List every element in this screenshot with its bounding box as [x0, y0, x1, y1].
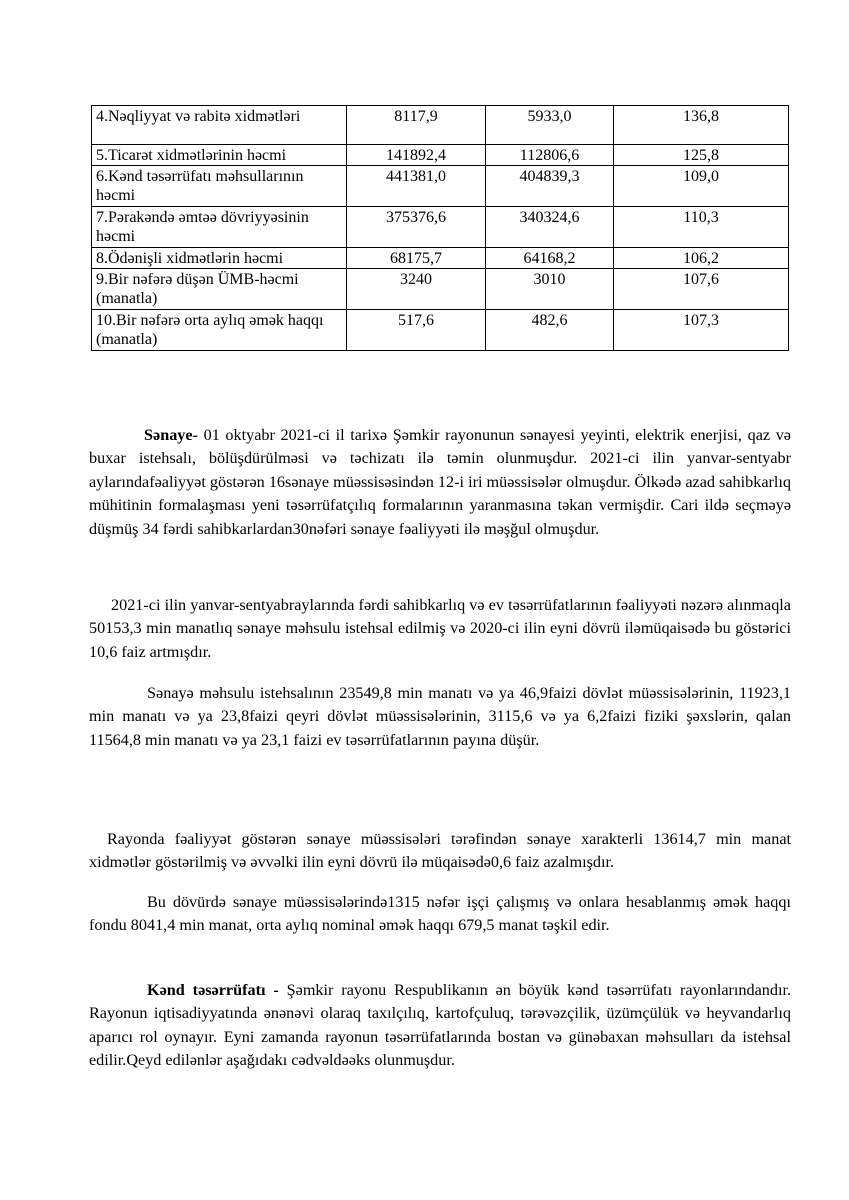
table-row — [92, 207, 789, 248]
table-row — [92, 145, 789, 166]
row-label: 8.Ödənişli xidmətlərin həcmi — [92, 248, 347, 269]
paragraph-private-production: 2021-ci ilin yanvar-sentyabraylarında fərdi sahibkarlıq və ev təsərrüfatlarının fəaliyyəti nəzərə alınmaqla 50153,3 min manatlıq sənaye məhsulu istehsal edilmiş və 2020-ci ilin eyni dövrü iləmüqaisədə bu göstərici 10,6 faiz artmışdır. — [89, 596, 791, 661]
table-row — [92, 310, 789, 351]
row-label: 9.Bir nəfərə düşən ÜMB-həcmi (manatla) — [92, 269, 347, 310]
cell-value: 404839,3 — [486, 166, 614, 207]
paragraph-text: 01 oktyabr 2021-ci il tarixə Şəmkir rayonunun sənayesi yeyinti, elektrik enerjisi, qaz və buxar istehsalı, bölüşdürülməsi və təchizatı ilə təmin olunmuşdur. 2021-ci ilin yanvar-sentyabr aylarındafəaliyyət göstərən 16sənaye müəssisəsindən 12-i iri müəssisələr olmuşdur. Ölkədə azad sahibkarlıq mühitinin formalaşması yeni təsərrüfatçılıq formalarının yaranmasına təkan vermişdir. Cari ildə seçməyə düşmüş 34 fərdi sahibkarlardan30nəfəri sənaye fəaliyyəti ilə məşğul olmuşdur. — [89, 426, 791, 538]
cell-value: 109,0 — [614, 166, 789, 207]
paragraph-text: Şəmkir rayonu Respublikanın ən böyük kənd təsərrüfatı rayonlarındandır. Rayonun iqtisadiyyatında ənənəvi olaraq taxılçılıq, kartofçuluq, tərəvəzçilik, üzümçülük və heyvandarlıq aparıcı rol oynayır. Eyni zamanda rayonun təsərrüfatlarında bostan və günəbaxan məhsulları da istehsal edilir.Qeyd edilənlər aşağıdakı cədvəldəəks olunmuşdur. — [89, 981, 791, 1070]
row-label: 5.Ticarət xidmətlərinin həcmi — [92, 145, 347, 166]
heading-industry: Sənaye- — [144, 426, 198, 444]
row-label: 10.Bir nəfərə orta aylıq əmək haqqı (manatla) — [92, 310, 347, 351]
cell-value: 68175,7 — [347, 248, 486, 269]
cell-value: 441381,0 — [347, 166, 486, 207]
paragraph-industry — [89, 424, 791, 541]
cell-value: 517,6 — [347, 310, 486, 351]
heading-agriculture: Kənd təsərrüfatı - — [147, 981, 279, 999]
cell-value: 141892,4 — [347, 145, 486, 166]
row-label: 6.Kənd təsərrüfatı məhsullarının həcmi — [92, 166, 347, 207]
table-row — [92, 269, 789, 310]
table-row — [92, 106, 789, 145]
cell-value: 107,3 — [614, 310, 789, 351]
cell-value: 107,6 — [614, 269, 789, 310]
paragraph-production-shares: Sənayə məhsulu istehsalının 23549,8 min manatı və ya 46,9faizi dövlət müəssisələrinin, 11923,1 min manatı və ya 23,8faizi qeyri dövlət müəssisələrinin, 3115,6 və ya 6,2faizi fiziki şəxslərin, qalan 11564,8 min manatı və ya 23,1 faizi ev təsərrüfatlarının payına düşür. — [89, 684, 791, 749]
cell-value: 5933,0 — [486, 106, 614, 145]
cell-value: 8117,9 — [347, 106, 486, 145]
cell-value: 375376,6 — [347, 207, 486, 248]
cell-value: 112806,6 — [486, 145, 614, 166]
table-row — [92, 248, 789, 269]
cell-value: 136,8 — [614, 106, 789, 145]
cell-value: 340324,6 — [486, 207, 614, 248]
cell-value: 106,2 — [614, 248, 789, 269]
cell-value: 125,8 — [614, 145, 789, 166]
cell-value: 3010 — [486, 269, 614, 310]
table-row — [92, 166, 789, 207]
paragraph-agriculture — [89, 979, 791, 1073]
cell-value: 110,3 — [614, 207, 789, 248]
paragraph-services: Rayonda fəaliyyət göstərən sənaye müəssisələri tərəfindən sənaye xarakterli 13614,7 min manat xidmətlər göstərilmiş və əvvəlki ilin eyni dövrü ilə müqaisədə0,6 faiz azalmışdır. — [89, 830, 791, 872]
paragraph-wages: Bu dövürdə sənaye müəssisələrində1315 nəfər işçi çalışmış və onlara hesablanmış əmək haqqı fondu 8041,4 min manat, orta aylıq nominal əmək haqqı 679,5 manat təşkil edir. — [89, 893, 791, 935]
row-label: 7.Pərakəndə əmtəə dövriyyəsinin həcmi — [92, 207, 347, 248]
cell-value: 64168,2 — [486, 248, 614, 269]
statistics-table — [91, 105, 789, 351]
cell-value: 482,6 — [486, 310, 614, 351]
row-label: 4.Nəqliyyat və rabitə xidmətləri — [92, 106, 347, 145]
cell-value: 3240 — [347, 269, 486, 310]
